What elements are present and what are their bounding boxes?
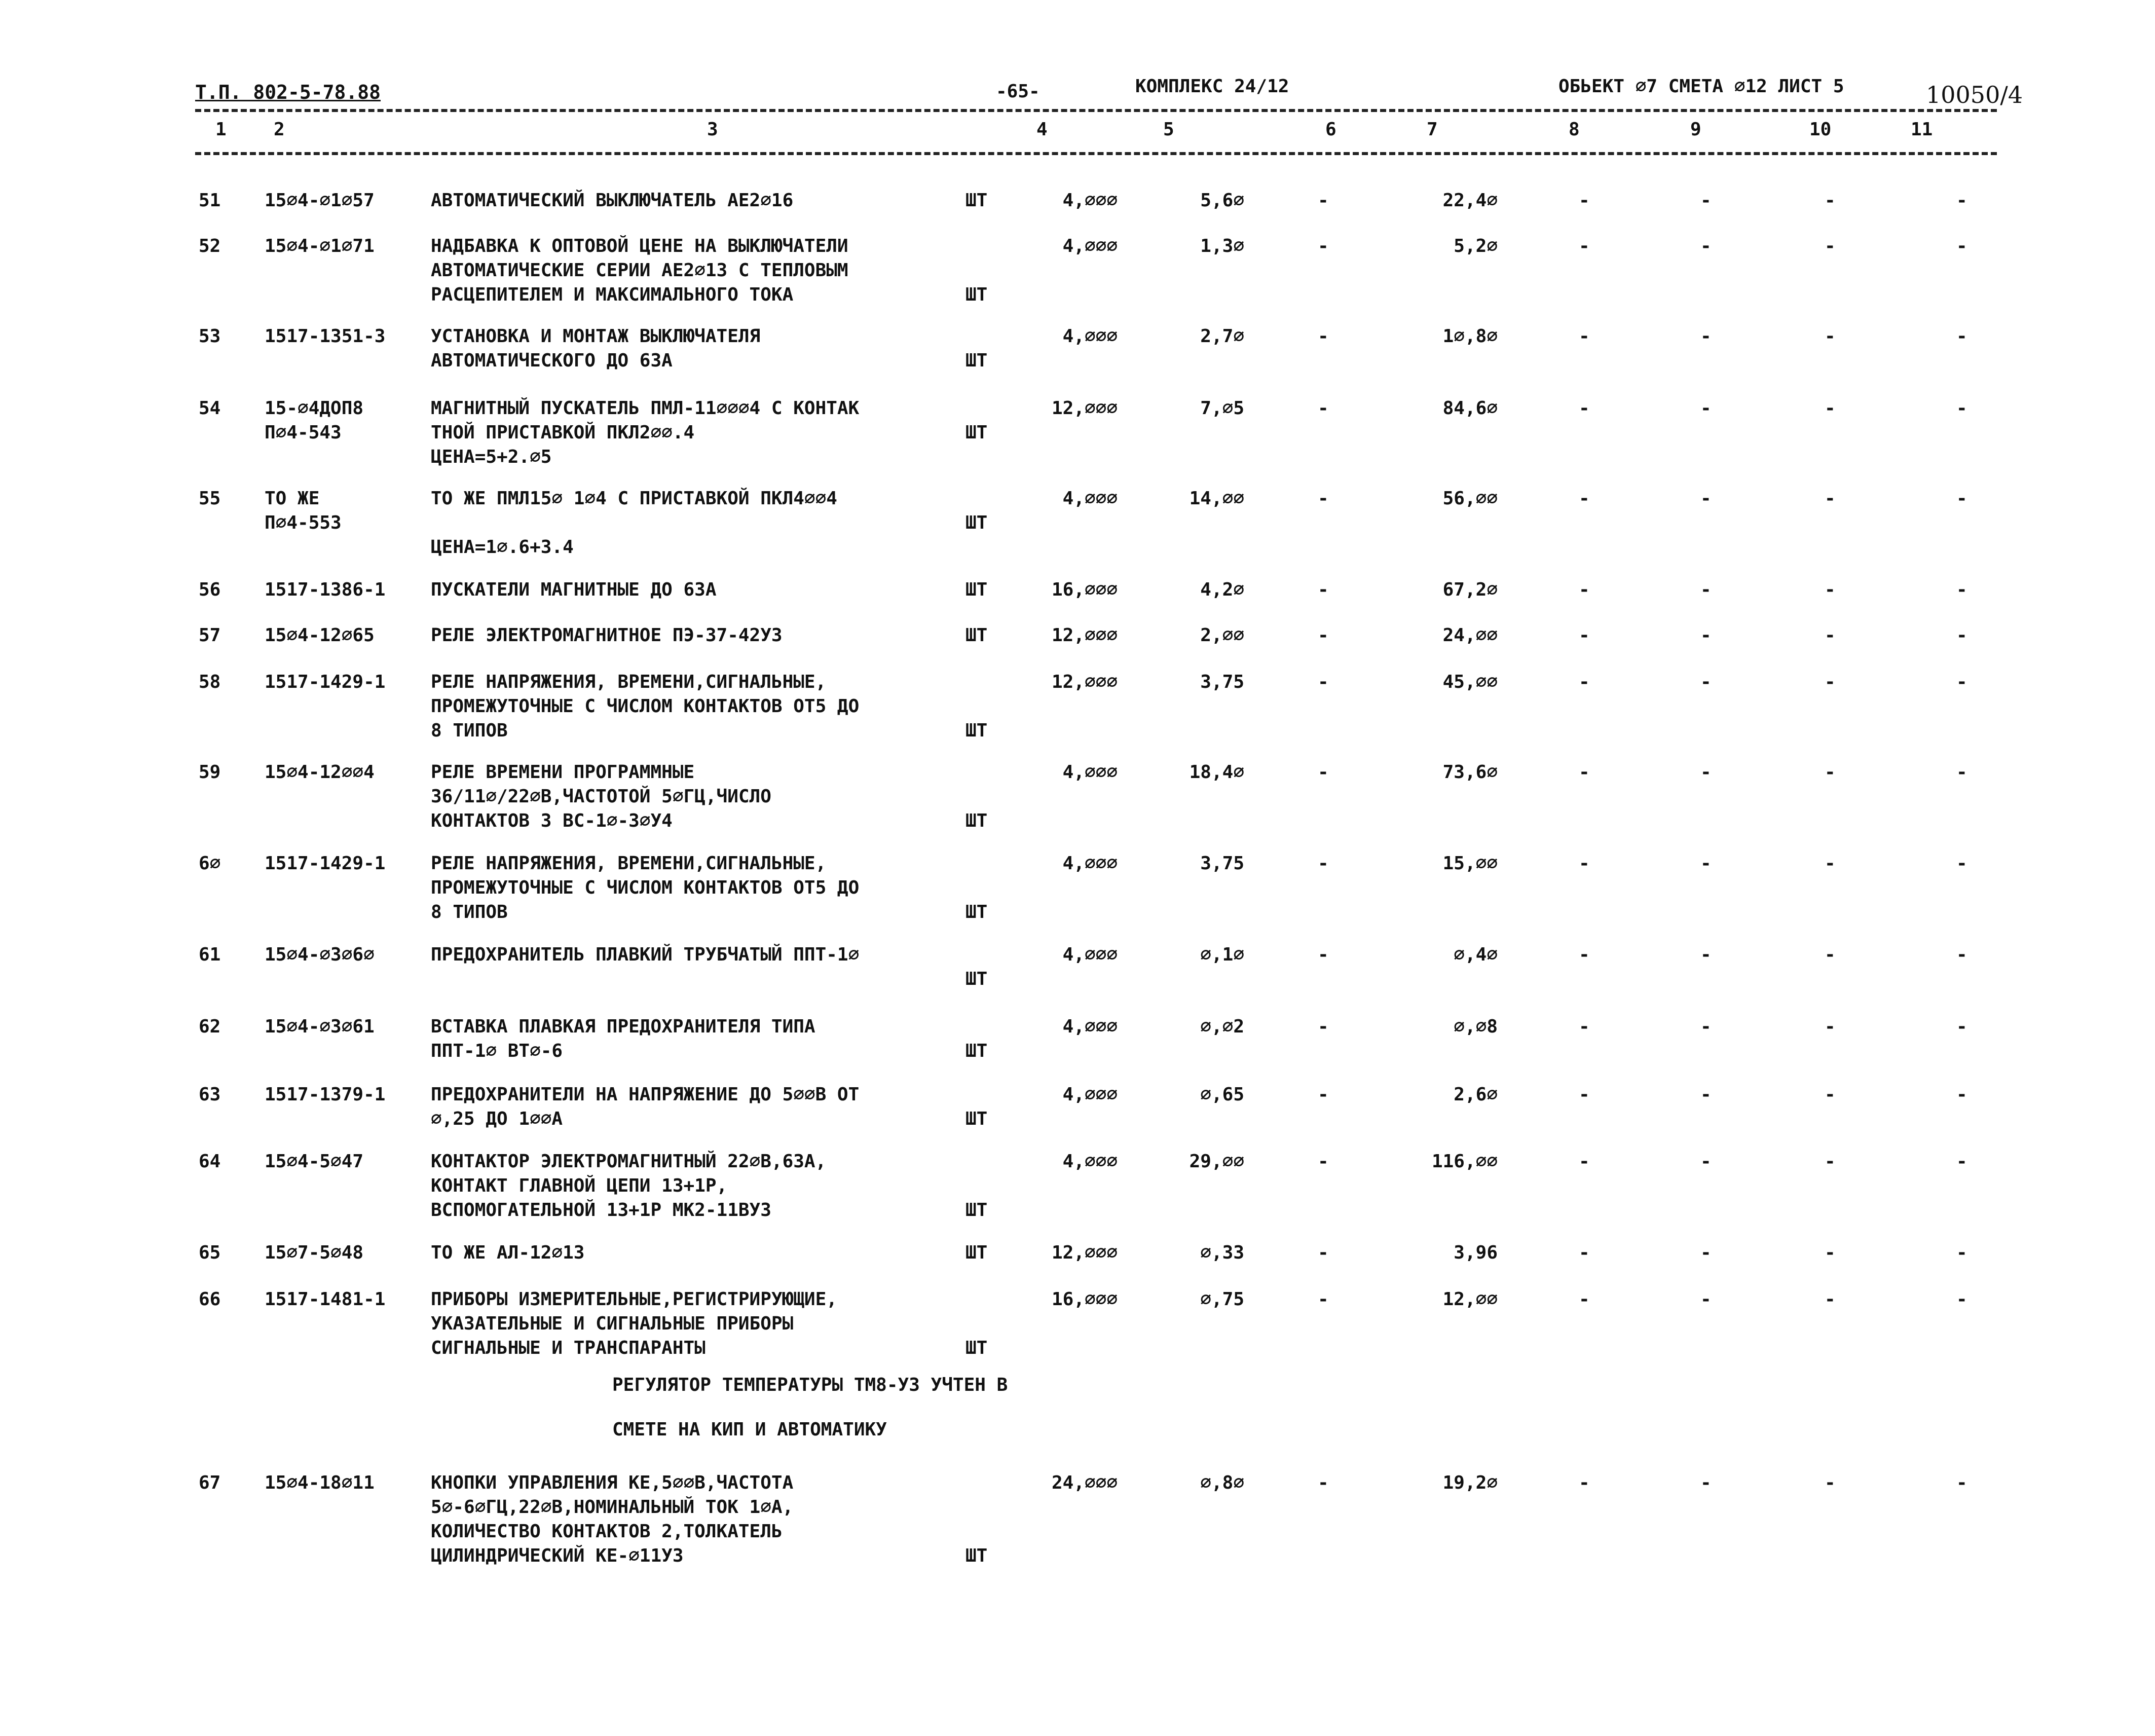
unit-price: 18,4∅	[1189, 762, 1244, 783]
total-cost: 19,2∅	[1442, 1472, 1498, 1493]
unit-price: 2,7∅	[1200, 326, 1244, 347]
page-number: -65-	[996, 81, 1040, 102]
column-10-value: -	[1825, 1084, 1836, 1105]
quantity: 12,∅∅∅	[1051, 398, 1118, 419]
column-8-value: -	[1579, 236, 1590, 256]
column-11-value: -	[1956, 1289, 1967, 1310]
header-rule-bottom	[195, 152, 1997, 155]
row-number: 63	[199, 1084, 221, 1105]
item-name: НАДБАВКА К ОПТОВОЙ ЦЕНЕ НА ВЫКЛЮЧАТЕЛИ АВТОМАТИЧЕСКИЕ СЕРИИ АЕ2∅13 С ТЕПЛОВЫМ РАСЦЕПИТЕЛЕМ И МАКСИМАЛЬНОГО ТОКА	[431, 236, 848, 305]
total-cost: 22,4∅	[1442, 190, 1498, 211]
quantity: 16,∅∅∅	[1051, 1289, 1118, 1310]
column-9-value: -	[1700, 236, 1712, 256]
row-number: 65	[199, 1242, 221, 1263]
item-name: ТО ЖЕ ПМЛ15∅ 1∅4 С ПРИСТАВКОЙ ПКЛ4∅∅4 ЦЕНА=1∅.6+3.4	[431, 488, 837, 558]
row-number: 62	[199, 1016, 221, 1037]
handwritten-reference: 10050/4	[1926, 81, 2023, 108]
unit-price: 14,∅∅	[1189, 488, 1244, 509]
column-9-value: -	[1700, 1472, 1712, 1493]
column-11-value: -	[1956, 1472, 1967, 1493]
object-estimate-sheet-label: ОБЬЕКТ ∅7 СМЕТА ∅12 ЛИСТ 5	[1558, 76, 1844, 97]
price-code: 1517-1351-3	[265, 326, 386, 347]
quantity: 4,∅∅∅	[1062, 1084, 1118, 1105]
unit: ШТ	[965, 810, 988, 831]
total-cost: ∅,4∅	[1454, 944, 1498, 965]
unit-price: 3,75	[1200, 672, 1244, 692]
item-name: УСТАНОВКА И МОНТАЖ ВЫКЛЮЧАТЕЛЯ АВТОМАТИЧЕСКОГО ДО 63А	[431, 326, 761, 371]
column-10-value: -	[1825, 190, 1836, 211]
total-cost: 12,∅∅	[1442, 1289, 1498, 1310]
row-number: 59	[199, 762, 221, 783]
total-cost: 116,∅∅	[1431, 1151, 1498, 1172]
column-11-value: -	[1956, 579, 1967, 600]
column-8-value: -	[1579, 1084, 1590, 1105]
row-number: 67	[199, 1472, 221, 1493]
item-name: КОНТАКТОР ЭЛЕКТРОМАГНИТНЫЙ 22∅В,63А, КОНТАКТ ГЛАВНОЙ ЦЕПИ 13+1Р, ВСПОМОГАТЕЛЬНОЙ 13+1Р МК2-11ВУ3	[431, 1151, 827, 1221]
quantity: 24,∅∅∅	[1051, 1472, 1118, 1493]
total-cost: 2,6∅	[1454, 1084, 1498, 1105]
column-6-value: -	[1318, 1151, 1329, 1172]
row-number: 64	[199, 1151, 221, 1172]
note-line-2: СМЕТЕ НА КИП И АВТОМАТИКУ	[612, 1419, 887, 1440]
column-number: 7	[1427, 119, 1438, 140]
column-8-value: -	[1579, 762, 1590, 783]
total-cost: 1∅,8∅	[1442, 326, 1498, 347]
column-10-value: -	[1825, 1472, 1836, 1493]
column-10-value: -	[1825, 625, 1836, 646]
unit: ШТ	[965, 1338, 988, 1358]
total-cost: 67,2∅	[1442, 579, 1498, 600]
column-11-value: -	[1956, 488, 1967, 509]
quantity: 12,∅∅∅	[1051, 625, 1118, 646]
column-8-value: -	[1579, 853, 1590, 874]
column-8-value: -	[1579, 1472, 1590, 1493]
column-6-value: -	[1318, 579, 1329, 600]
column-6-value: -	[1318, 326, 1329, 347]
price-code: 15∅4-18∅11	[265, 1472, 375, 1493]
quantity: 4,∅∅∅	[1062, 190, 1118, 211]
column-8-value: -	[1579, 625, 1590, 646]
column-9-value: -	[1700, 579, 1712, 600]
quantity: 4,∅∅∅	[1062, 236, 1118, 256]
column-number: 5	[1163, 119, 1174, 140]
item-name: ПРЕДОХРАНИТЕЛЬ ПЛАВКИЙ ТРУБЧАТЫЙ ППТ-1∅	[431, 944, 860, 965]
unit: ШТ	[965, 350, 988, 371]
unit-price: ∅,1∅	[1200, 944, 1244, 965]
column-9-value: -	[1700, 398, 1712, 419]
unit: ШТ	[965, 1545, 988, 1566]
unit: ШТ	[965, 1041, 988, 1061]
row-number: 51	[199, 190, 221, 211]
column-11-value: -	[1956, 236, 1967, 256]
column-10-value: -	[1825, 1151, 1836, 1172]
column-10-value: -	[1825, 1289, 1836, 1310]
price-code: 15-∅4ДОП8 П∅4-543	[265, 398, 364, 443]
unit: ШТ	[965, 579, 988, 600]
total-cost: 56,∅∅	[1442, 488, 1498, 509]
unit-price: 1,3∅	[1200, 236, 1244, 256]
column-6-value: -	[1318, 672, 1329, 692]
item-name: РЕЛЕ ЭЛЕКТРОМАГНИТНОЕ ПЭ-37-42У3	[431, 625, 783, 646]
column-9-value: -	[1700, 853, 1712, 874]
note-line-1: РЕГУЛЯТОР ТЕМПЕРАТУРЫ ТМ8-У3 УЧТЕН В	[612, 1375, 1008, 1395]
column-6-value: -	[1318, 1242, 1329, 1263]
price-code: 1517-1429-1	[265, 853, 386, 874]
column-number: 10	[1809, 119, 1832, 140]
column-6-value: -	[1318, 1016, 1329, 1037]
column-8-value: -	[1579, 1151, 1590, 1172]
item-name: ПУСКАТЕЛИ МАГНИТНЫЕ ДО 63А	[431, 579, 717, 600]
column-9-value: -	[1700, 326, 1712, 347]
item-name: ПРЕДОХРАНИТЕЛИ НА НАПРЯЖЕНИЕ ДО 5∅∅В ОТ ∅,25 ДО 1∅∅А	[431, 1084, 860, 1129]
column-10-value: -	[1825, 853, 1836, 874]
column-number: 3	[707, 119, 718, 140]
column-number: 9	[1690, 119, 1701, 140]
column-6-value: -	[1318, 762, 1329, 783]
row-number: 54	[199, 398, 221, 419]
price-code: 1517-1379-1	[265, 1084, 386, 1105]
column-9-value: -	[1700, 488, 1712, 509]
column-9-value: -	[1700, 762, 1712, 783]
quantity: 4,∅∅∅	[1062, 488, 1118, 509]
column-6-value: -	[1318, 236, 1329, 256]
column-9-value: -	[1700, 1016, 1712, 1037]
unit-price: ∅,33	[1200, 1242, 1244, 1263]
row-number: 58	[199, 672, 221, 692]
column-10-value: -	[1825, 398, 1836, 419]
unit-price: 2,∅∅	[1200, 625, 1244, 646]
row-number: 57	[199, 625, 221, 646]
unit: ШТ	[965, 902, 988, 922]
unit-price: 29,∅∅	[1189, 1151, 1244, 1172]
unit-price: ∅,∅2	[1200, 1016, 1244, 1037]
price-code: 15∅4-5∅47	[265, 1151, 364, 1172]
row-number: 55	[199, 488, 221, 509]
column-9-value: -	[1700, 190, 1712, 211]
price-code: 15∅4-∅3∅6∅	[265, 944, 375, 965]
total-cost: 3,96	[1454, 1242, 1498, 1263]
column-11-value: -	[1956, 1151, 1967, 1172]
item-name: КНОПКИ УПРАВЛЕНИЯ КЕ,5∅∅В,ЧАСТОТА 5∅-6∅ГЦ,22∅В,НОМИНАЛЬНЫЙ ТОК 1∅А, КОЛИЧЕСТВО КОНТАКТОВ 2,ТОЛКАТЕЛЬ ЦИЛИНДРИЧЕСКИЙ КЕ-∅11У3	[431, 1472, 794, 1566]
column-6-value: -	[1318, 1472, 1329, 1493]
column-6-value: -	[1318, 190, 1329, 211]
price-code: 15∅7-5∅48	[265, 1242, 364, 1263]
column-10-value: -	[1825, 236, 1836, 256]
unit-price: 4,2∅	[1200, 579, 1244, 600]
quantity: 4,∅∅∅	[1062, 1151, 1118, 1172]
unit-price: 5,6∅	[1200, 190, 1244, 211]
column-number: 2	[274, 119, 285, 140]
quantity: 12,∅∅∅	[1051, 672, 1118, 692]
total-cost: 73,6∅	[1442, 762, 1498, 783]
item-name: РЕЛЕ ВРЕМЕНИ ПРОГРАММНЫЕ 36/11∅/22∅В,ЧАСТОТОЙ 5∅ГЦ,ЧИСЛО КОНТАКТОВ 3 ВС-1∅-3∅У4	[431, 762, 771, 831]
column-number: 4	[1036, 119, 1048, 140]
column-11-value: -	[1956, 398, 1967, 419]
column-8-value: -	[1579, 190, 1590, 211]
row-number: 61	[199, 944, 221, 965]
column-number: 8	[1569, 119, 1580, 140]
column-9-value: -	[1700, 1289, 1712, 1310]
price-code: 15∅4-∅1∅57	[265, 190, 375, 211]
column-9-value: -	[1700, 944, 1712, 965]
column-10-value: -	[1825, 579, 1836, 600]
column-9-value: -	[1700, 672, 1712, 692]
quantity: 4,∅∅∅	[1062, 1016, 1118, 1037]
column-8-value: -	[1579, 398, 1590, 419]
column-10-value: -	[1825, 1016, 1836, 1037]
column-11-value: -	[1956, 762, 1967, 783]
column-8-value: -	[1579, 672, 1590, 692]
price-code: 15∅4-∅3∅61	[265, 1016, 375, 1037]
column-6-value: -	[1318, 488, 1329, 509]
column-8-value: -	[1579, 326, 1590, 347]
unit: ШТ	[965, 512, 988, 533]
column-11-value: -	[1956, 190, 1967, 211]
column-6-value: -	[1318, 625, 1329, 646]
price-code: 15∅4-12∅65	[265, 625, 375, 646]
row-number: 56	[199, 579, 221, 600]
column-9-value: -	[1700, 1242, 1712, 1263]
column-11-value: -	[1956, 326, 1967, 347]
column-11-value: -	[1956, 672, 1967, 692]
header-rule-top	[195, 109, 1997, 112]
column-10-value: -	[1825, 488, 1836, 509]
column-11-value: -	[1956, 1084, 1967, 1105]
total-cost: 84,6∅	[1442, 398, 1498, 419]
column-number: 6	[1325, 119, 1336, 140]
unit: ШТ	[965, 1109, 988, 1129]
unit: ШТ	[965, 1200, 988, 1221]
column-9-value: -	[1700, 1084, 1712, 1105]
unit: ШТ	[965, 969, 988, 989]
column-11-value: -	[1956, 1016, 1967, 1037]
quantity: 4,∅∅∅	[1062, 762, 1118, 783]
unit-price: 3,75	[1200, 853, 1244, 874]
column-10-value: -	[1825, 944, 1836, 965]
total-cost: 5,2∅	[1454, 236, 1498, 256]
column-8-value: -	[1579, 944, 1590, 965]
row-number: 53	[199, 326, 221, 347]
column-11-value: -	[1956, 1242, 1967, 1263]
price-code: 15∅4-12∅∅4	[265, 762, 375, 783]
total-cost: 24,∅∅	[1442, 625, 1498, 646]
column-6-value: -	[1318, 853, 1329, 874]
unit-price: ∅,65	[1200, 1084, 1244, 1105]
unit: ШТ	[965, 625, 988, 646]
total-cost: 15,∅∅	[1442, 853, 1498, 874]
quantity: 12,∅∅∅	[1051, 1242, 1118, 1263]
column-11-value: -	[1956, 853, 1967, 874]
column-6-value: -	[1318, 398, 1329, 419]
column-10-value: -	[1825, 762, 1836, 783]
row-number: 6∅	[199, 853, 221, 874]
unit-price: ∅,8∅	[1200, 1472, 1244, 1493]
column-6-value: -	[1318, 944, 1329, 965]
item-name: ПРИБОРЫ ИЗМЕРИТЕЛЬНЫЕ,РЕГИСТРИРУЮЩИЕ, УКАЗАТЕЛЬНЫЕ И СИГНАЛЬНЫЕ ПРИБОРЫ СИГНАЛЬНЫЕ И ТРАНСПАРАНТЫ	[431, 1289, 837, 1358]
column-6-value: -	[1318, 1084, 1329, 1105]
column-9-value: -	[1700, 625, 1712, 646]
item-name: ТО ЖЕ АЛ-12∅13	[431, 1242, 585, 1263]
unit: ШТ	[965, 190, 988, 211]
unit: ШТ	[965, 720, 988, 741]
item-name: РЕЛЕ НАПРЯЖЕНИЯ, ВРЕМЕНИ,СИГНАЛЬНЫЕ, ПРОМЕЖУТОЧНЫЕ С ЧИСЛОМ КОНТАКТОВ ОТ5 ДО 8 ТИПОВ	[431, 853, 860, 922]
quantity: 4,∅∅∅	[1062, 944, 1118, 965]
item-name: ВСТАВКА ПЛАВКАЯ ПРЕДОХРАНИТЕЛЯ ТИПА ППТ-1∅ ВТ∅-6	[431, 1016, 815, 1061]
price-code: 1517-1481-1	[265, 1289, 386, 1310]
column-11-value: -	[1956, 625, 1967, 646]
column-10-value: -	[1825, 326, 1836, 347]
column-9-value: -	[1700, 1151, 1712, 1172]
total-cost: 45,∅∅	[1442, 672, 1498, 692]
price-code: 15∅4-∅1∅71	[265, 236, 375, 256]
unit: ШТ	[965, 1242, 988, 1263]
column-10-value: -	[1825, 1242, 1836, 1263]
project-code: Т.П. 802-5-78.88	[195, 81, 381, 103]
column-8-value: -	[1579, 1016, 1590, 1037]
column-number: 1	[215, 119, 227, 140]
unit: ШТ	[965, 284, 988, 305]
item-name: АВТОМАТИЧЕСКИЙ ВЫКЛЮЧАТЕЛЬ АЕ2∅16	[431, 190, 794, 211]
item-name: РЕЛЕ НАПРЯЖЕНИЯ, ВРЕМЕНИ,СИГНАЛЬНЫЕ, ПРОМЕЖУТОЧНЫЕ С ЧИСЛОМ КОНТАКТОВ ОТ5 ДО 8 ТИПОВ	[431, 672, 860, 741]
quantity: 4,∅∅∅	[1062, 326, 1118, 347]
price-code: 1517-1386-1	[265, 579, 386, 600]
quantity: 16,∅∅∅	[1051, 579, 1118, 600]
column-10-value: -	[1825, 672, 1836, 692]
unit-price: ∅,75	[1200, 1289, 1244, 1310]
column-8-value: -	[1579, 1242, 1590, 1263]
column-6-value: -	[1318, 1289, 1329, 1310]
complex-label: КОМПЛЕКС 24/12	[1135, 76, 1289, 97]
price-code: 1517-1429-1	[265, 672, 386, 692]
price-code: ТО ЖЕ П∅4-553	[265, 488, 342, 533]
column-8-value: -	[1579, 1289, 1590, 1310]
unit: ШТ	[965, 422, 988, 443]
unit-price: 7,∅5	[1200, 398, 1244, 419]
row-number: 52	[199, 236, 221, 256]
column-8-value: -	[1579, 579, 1590, 600]
column-number-row	[195, 119, 1997, 144]
item-name: МАГНИТНЫЙ ПУСКАТЕЛЬ ПМЛ-11∅∅∅4 С КОНТАК ТНОЙ ПРИСТАВКОЙ ПКЛ2∅∅.4 ЦЕНА=5+2.∅5	[431, 398, 860, 467]
row-number: 66	[199, 1289, 221, 1310]
column-8-value: -	[1579, 488, 1590, 509]
quantity: 4,∅∅∅	[1062, 853, 1118, 874]
column-number: 11	[1911, 119, 1933, 140]
column-11-value: -	[1956, 944, 1967, 965]
total-cost: ∅,∅8	[1454, 1016, 1498, 1037]
